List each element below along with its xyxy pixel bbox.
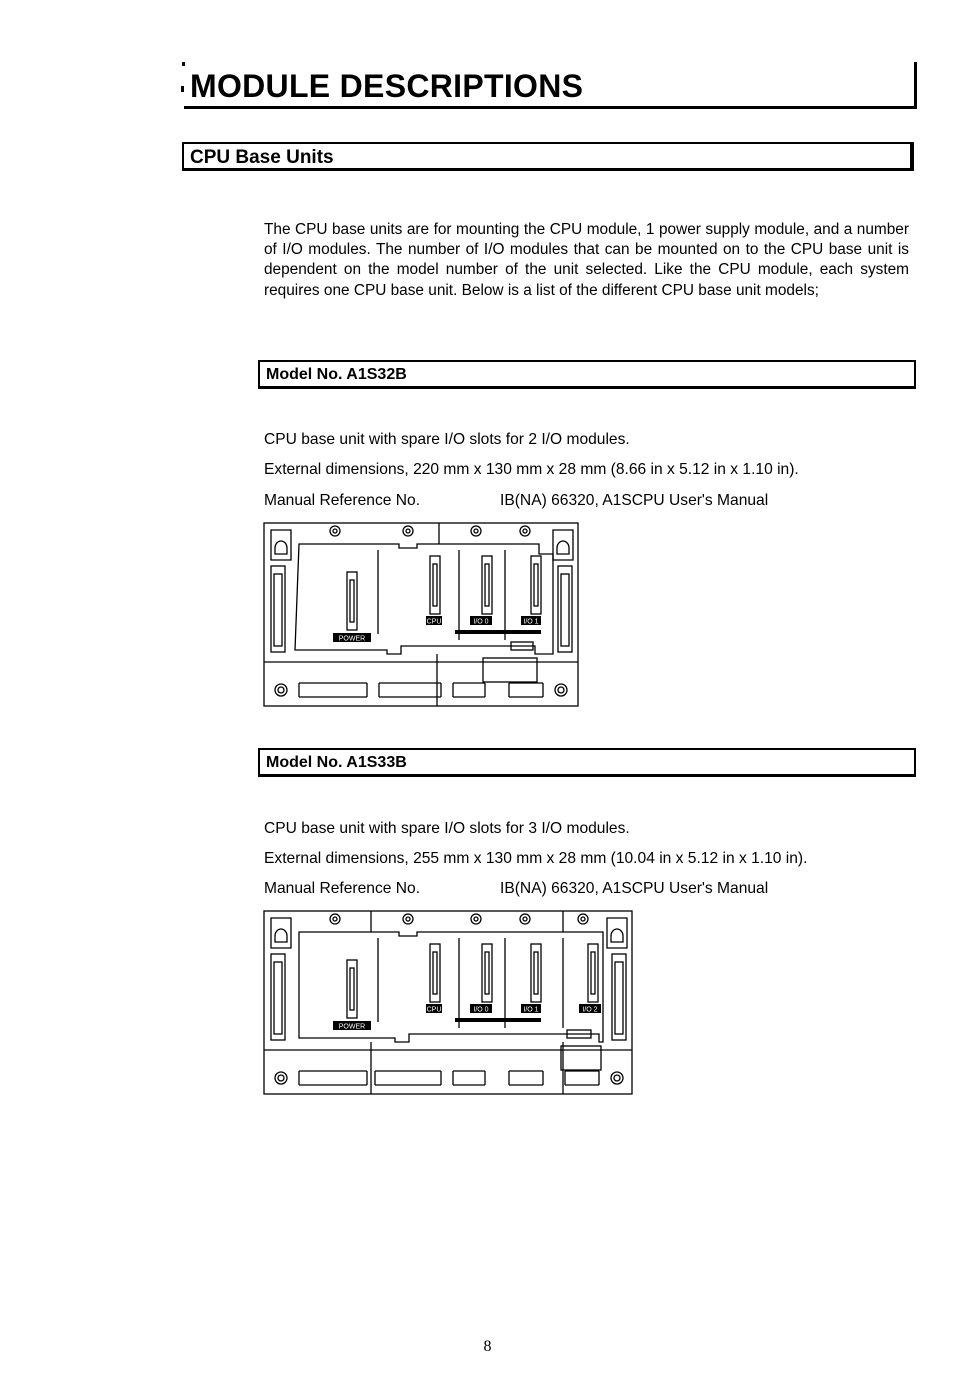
io0-label: I/O 0 (473, 618, 489, 626)
base-unit-diagram-a1s32b (263, 522, 581, 708)
manual-reference-label: Manual Reference No. (264, 880, 421, 897)
screw (333, 529, 337, 533)
model-description: CPU base unit with spare I/O slots for 3 I/O modules. (264, 820, 630, 837)
screw (333, 917, 337, 921)
screw (558, 687, 564, 693)
side-connector-right (612, 954, 626, 1040)
diagram-frame (264, 911, 632, 1094)
mounting-ear-left (271, 530, 291, 560)
module-connector (433, 564, 437, 606)
side-connector-right (615, 962, 623, 1034)
side-connector-right (561, 574, 569, 646)
module-connector (347, 572, 357, 630)
module-connector (531, 944, 541, 1002)
mounting-hole-left (275, 929, 287, 942)
module-connector (350, 968, 354, 1010)
screw (406, 917, 410, 921)
base-unit-diagram-a1s33b (263, 910, 635, 1096)
screw (614, 1075, 620, 1081)
model-heading-box (258, 360, 916, 389)
maker-plate (455, 630, 541, 634)
side-connector-left (274, 962, 282, 1034)
module-connector (347, 960, 357, 1018)
cpu-label: CPU (426, 1006, 442, 1014)
intro-paragraph: The CPU base units are for mounting the CPU module, 1 power supply module, and a number of I/O modules. The number of I/O modules that can be mounted on to the CPU base unit is dependent on the model number of the unit selected. Like the CPU module, each system requires one CPU base unit. Below is a list of the different CPU base unit models; (264, 221, 909, 299)
power-label: POWER (338, 635, 366, 643)
bottom-rail (453, 1071, 485, 1085)
model-heading-box (258, 748, 916, 777)
screw (275, 684, 287, 696)
screw (611, 1072, 623, 1084)
model-heading: Model No. A1S32B (266, 366, 407, 383)
screw (330, 526, 340, 536)
page-number: 8 (483, 1338, 492, 1355)
io0-label: I/O 0 (473, 1006, 489, 1014)
maker-plate (455, 1018, 541, 1022)
screw (520, 526, 530, 536)
screw (406, 529, 410, 533)
side-connector-left (271, 566, 285, 652)
screw (523, 529, 527, 533)
mounting-hole-right (557, 541, 569, 554)
mounting-ear-left (271, 918, 291, 948)
screw (578, 914, 588, 924)
screw (474, 917, 478, 921)
mounting-ear-right (607, 918, 627, 948)
module-connector (482, 556, 492, 614)
screw (403, 914, 413, 924)
module-connector (531, 556, 541, 614)
manual-reference-value: IB(NA) 66320, A1SCPU User's Manual (500, 880, 769, 897)
screw (523, 917, 527, 921)
mounting-hole-left (275, 541, 287, 554)
model-dimensions: External dimensions, 255 mm x 130 mm x 28 mm (10.04 in x 5.12 in x 1.10 in). (264, 850, 808, 867)
page-title: MODULE DESCRIPTIONS (190, 68, 584, 104)
module-connector (485, 952, 489, 994)
module-connector (430, 556, 440, 614)
screw (275, 1072, 287, 1084)
model-dimensions: External dimensions, 220 mm x 130 mm x 28 mm (8.66 in x 5.12 in x 1.10 in). (264, 461, 799, 478)
module-connector (430, 944, 440, 1002)
screw (403, 526, 413, 536)
section-heading-box (182, 142, 914, 171)
screw (330, 914, 340, 924)
bottom-rail (379, 683, 441, 697)
section-heading: CPU Base Units (190, 147, 334, 168)
bottom-rail (299, 683, 367, 697)
mounting-hole-right (611, 929, 623, 942)
io2-label: I/O 2 (582, 1006, 598, 1014)
screw (474, 529, 478, 533)
bottom-rail (453, 683, 485, 697)
screw (555, 684, 567, 696)
power-label: POWER (338, 1023, 366, 1031)
manual-reference-value: IB(NA) 66320, A1SCPU User's Manual (500, 492, 769, 509)
module-connector (433, 952, 437, 994)
io1-label: I/O 1 (523, 618, 539, 626)
screw (520, 914, 530, 924)
screw (278, 687, 284, 693)
side-connector-left (274, 574, 282, 646)
cpu-label: CPU (426, 618, 442, 626)
bottom-rail (299, 1071, 367, 1085)
module-connector (591, 952, 595, 994)
bottom-rail (375, 1071, 441, 1085)
side-connector-left (271, 954, 285, 1040)
module-connector (485, 564, 489, 606)
screw (471, 914, 481, 924)
module-connector (534, 952, 538, 994)
model-heading: Model No. A1S33B (266, 754, 407, 771)
model-description: CPU base unit with spare I/O slots for 2 I/O modules. (264, 431, 630, 448)
mounting-ear-right (553, 530, 573, 560)
screw (471, 526, 481, 536)
screw (278, 1075, 284, 1081)
bottom-rail (509, 683, 543, 697)
side-connector-right (558, 566, 572, 652)
screw (581, 917, 585, 921)
module-connector (350, 580, 354, 622)
page-title-box (184, 62, 917, 109)
module-connector (588, 944, 598, 1002)
bottom-rail (509, 1071, 543, 1085)
bottom-rail (565, 1071, 599, 1085)
module-connector (482, 944, 492, 1002)
manual-reference-label: Manual Reference No. (264, 492, 421, 509)
module-connector (534, 564, 538, 606)
io1-label: I/O 1 (523, 1006, 539, 1014)
